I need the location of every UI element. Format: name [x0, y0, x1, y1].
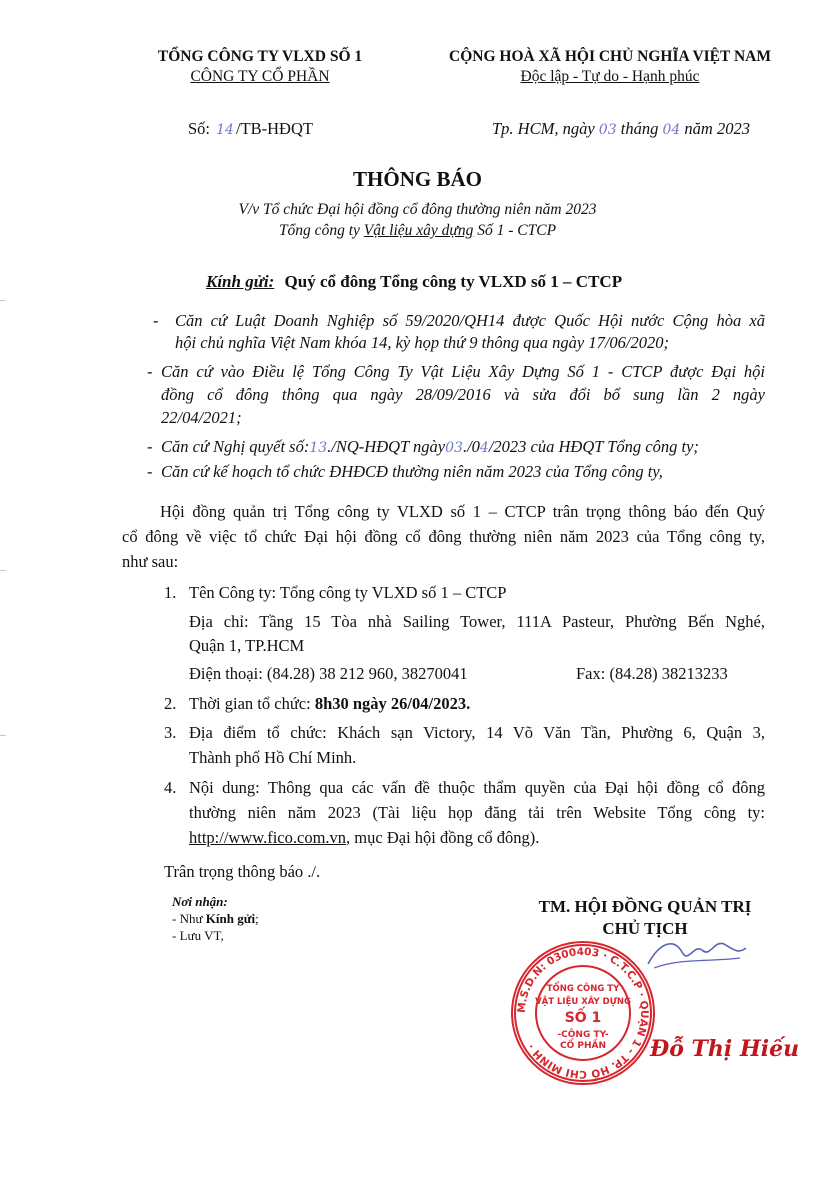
addressee-label: Kính gửi: — [206, 272, 275, 291]
item-1-number: 1. — [164, 583, 177, 602]
intro-line-3: như sau: — [122, 552, 179, 571]
signature-role: CHỦ TỊCH — [602, 919, 688, 938]
issuer-name: TỔNG CÔNG TY VLXD SỐ 1 — [157, 48, 363, 65]
item-1-company: Tên Công ty: Tổng công ty VLXD số 1 – CTCP — [189, 583, 507, 602]
seal-line-3: SỐ 1 — [564, 1010, 602, 1026]
nation-title: CỘNG HOÀ XÃ HỘI CHỦ NGHĨA VIỆT NAM — [449, 48, 771, 65]
item-1-phone: Điện thoại: (84.28) 38 212 960, 38270041 — [189, 664, 468, 683]
recipient-1: - Như Kính gửi; — [172, 911, 259, 926]
item-3-number: 3. — [164, 723, 177, 742]
date-year: năm 2023 — [684, 119, 750, 138]
company-seal — [508, 938, 658, 1088]
item-3-venue-line-2: Thành phố Hồ Chí Minh. — [189, 748, 357, 767]
doc-date — [492, 119, 750, 139]
doc-number-handwritten: 14 — [216, 122, 234, 138]
basis-1-line-1: Căn cứ Luật Doanh Nghiệp số 59/2020/QH14 được Quốc Hội nước Cộng hòa xã — [175, 311, 765, 330]
date-month-handwritten: 04 — [662, 122, 681, 138]
resolution-day-handwritten: 03 — [445, 440, 463, 456]
nation-block — [420, 48, 800, 86]
recipient-2: - Lưu VT, — [172, 928, 224, 943]
doc-number-suffix: /TB-HĐQT — [235, 119, 313, 138]
recipients-label: Nơi nhận: — [172, 894, 228, 909]
item-3-venue-line-1: Địa điểm tổ chức: Khách sạn Victory, 14 Võ Văn Tần, Phường 6, Quận 3, — [189, 723, 765, 742]
basis-3: Căn cứ Nghị quyết số:13./NQ-HĐQT ngày03./04/2023 của HĐQT Tổng công ty; — [161, 437, 699, 456]
seal-line-1: TỔNG CÔNG TY — [546, 984, 620, 994]
item-1-address-line-1: Địa chỉ: Tầng 15 Tòa nhà Sailing Tower, 111A Pasteur, Phường Bến Nghé, — [189, 612, 765, 631]
intro-line-2: cổ đông về việc tổ chức Đại hội đồng cổ đông thường niên năm 2023 của Tổng công ty, — [122, 527, 765, 546]
item-4-line-1: Nội dung: Thông qua các vấn đề thuộc thẩm quyền của Đại hội đồng cổ đông — [189, 778, 765, 797]
basis-4: Căn cứ kế hoạch tổ chức ĐHĐCĐ thường niên năm 2023 của Tổng công ty, — [161, 462, 663, 481]
issuer-subname: CÔNG TY CỔ PHẦN — [190, 68, 330, 85]
basis-1-line-2: hội chủ nghĩa Việt Nam khóa 14, kỳ họp thứ 9 thông qua ngày 17/06/2020; — [175, 333, 670, 352]
basis-2-line-3: 22/04/2021; — [161, 408, 242, 427]
addressee — [206, 272, 622, 292]
basis-2-line-2: đồng cổ đông thông qua ngày 28/09/2016 và sửa đổi bổ sung lần 2 ngày — [161, 385, 765, 404]
item-4-line-3: http://www.fico.com.vn, mục Đại hội đồng cổ đông). — [189, 828, 540, 847]
meeting-time: 8h30 ngày 26/04/2023. — [314, 694, 471, 713]
seal-line-4: -CÔNG TY- — [557, 1030, 609, 1040]
seal-line-2: VẬT LIỆU XÂY DỰNG — [535, 997, 631, 1007]
doc-number-label: Số: — [188, 119, 211, 138]
signer-name: Đỗ Thị Hiếu — [650, 1036, 800, 1062]
item-1-address-line-2: Quận 1, TP.HCM — [189, 636, 305, 655]
date-month-label: tháng — [620, 119, 659, 138]
seal-center — [535, 981, 631, 1051]
intro-line-1: Hội đồng quản trị Tổng công ty VLXD số 1 – CTCP trân trọng thông báo đến Quý — [160, 502, 765, 521]
item-4-line-2: thường niên năm 2023 (Tài liệu họp đăng tải trên Website Tổng công ty: — [189, 803, 765, 822]
item-2-number: 2. — [164, 694, 177, 713]
closing-line: Trân trọng thông báo ./. — [164, 862, 321, 881]
website-link[interactable]: http://www.fico.com.vn — [189, 828, 347, 847]
subtitle-line-1: V/v Tổ chức Đại hội đồng cổ đông thường niên năm 2023 — [238, 201, 597, 218]
recipients-block — [172, 893, 259, 944]
item-4-number: 4. — [164, 778, 177, 797]
issuer-block — [120, 48, 400, 86]
resolution-month-handwritten: 4 — [479, 440, 489, 456]
signature-title: TM. HỘI ĐỒNG QUẢN TRỊ — [538, 897, 752, 916]
date-place: Tp. HCM, ngày — [492, 119, 595, 138]
subtitle-line-2: Tổng công ty Vật liệu xây dựng Số 1 - CTCP — [278, 222, 557, 239]
addressee-name: Quý cổ đông Tổng công ty VLXD số 1 – CTCP — [284, 272, 623, 291]
basis-2-line-1: Căn cứ vào Điều lệ Tổng Công Ty Vật Liệu Xây Dựng Số 1 - CTCP được Đại hội — [161, 362, 765, 381]
doc-number — [188, 119, 313, 139]
seal-line-5: CỔ PHẦN — [559, 1041, 607, 1051]
seal-outer-text: M.S.D.N: 0300403 · C.T.C.P · QUẬN 1 - TP. HỒ CHÍ MINH · — [515, 945, 651, 1081]
resolution-number-handwritten: 13 — [309, 440, 328, 456]
date-day-handwritten: 03 — [598, 122, 617, 138]
page-title: THÔNG BÁO — [353, 167, 482, 191]
item-1-fax: Fax: (84.28) 38213233 — [576, 664, 728, 683]
item-2-time: Thời gian tổ chức: 8h30 ngày 26/04/2023. — [189, 694, 471, 713]
nation-motto: Độc lập - Tự do - Hạnh phúc — [520, 68, 700, 85]
